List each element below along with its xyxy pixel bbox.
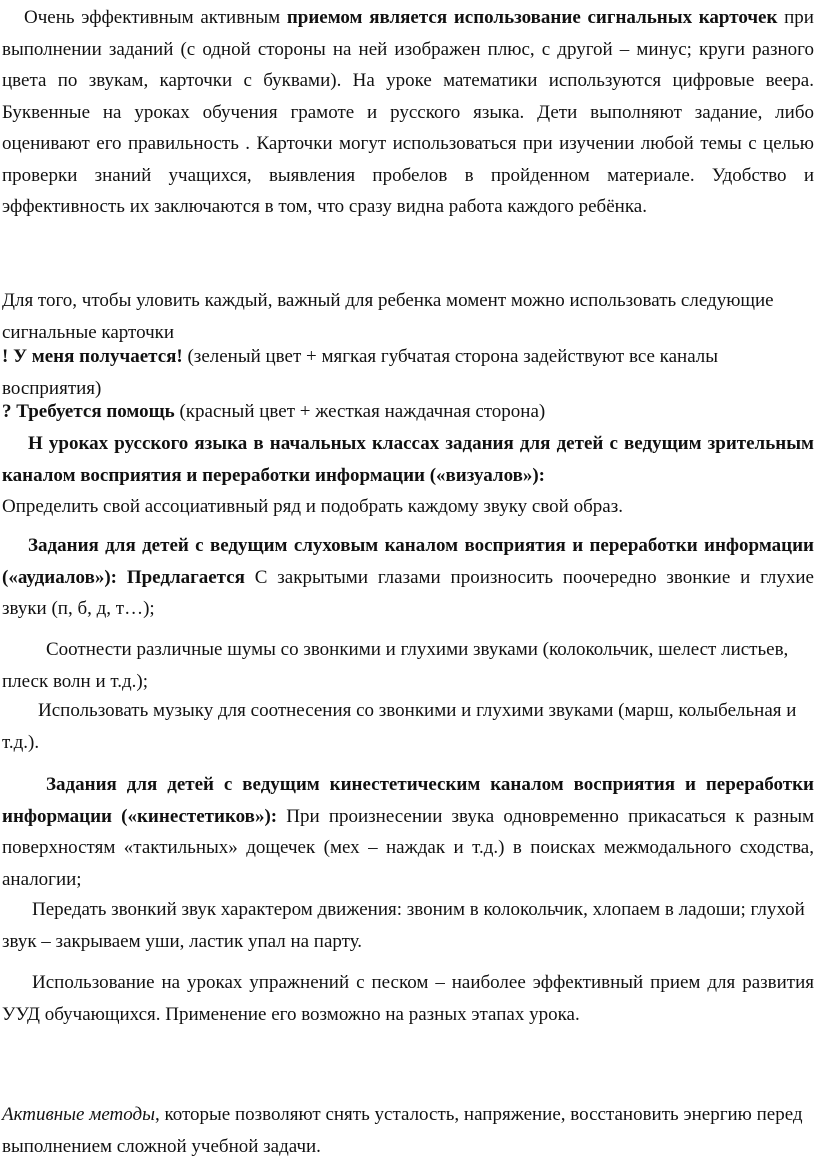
paragraph-noises: Соотнести различные шумы со звонкими и глухими звуками (колокольчик, шелест листьев, плеск волн и т.д.); bbox=[2, 639, 789, 692]
signal-cards-emphasis: приемом является использование сигнальных карточек bbox=[286, 7, 778, 28]
visual-tasks-text: Определить свой ассоциативный ряд и подобрать каждому звуку свой образ. bbox=[2, 496, 623, 517]
paragraph-kinesthetic-tasks bbox=[2, 769, 814, 895]
audial-tasks-heading: Задания для детей с ведущим слуховым каналом восприятия и переработки информации («аудиалов»): Предлагается bbox=[2, 535, 814, 588]
paragraph-movement: Передать звонкий звук характером движения: звоним в колокольчик, хлопаем в ладоши; глухой звук – закрываем уши, ластик упал на парту. bbox=[2, 899, 805, 952]
card-help-description: (красный цвет + жесткая наждачная сторона) bbox=[174, 401, 546, 422]
active-methods-term: Активные методы bbox=[2, 1104, 155, 1125]
paragraph-sand: Использование на уроках упражнений с песком – наиболее эффективный прием для развития УУД обучающихся. Применение его возможно на разных этапах урока. bbox=[2, 972, 814, 1025]
card-success-label: ! У меня получается! bbox=[2, 346, 183, 367]
card-help-label: ? Требуется помощь bbox=[2, 401, 175, 422]
paragraph-visual-tasks bbox=[2, 428, 814, 523]
visual-tasks-heading: Н уроках русского языка в начальных классах задания для детей с ведущим зрительным каналом восприятия и переработки информации («визуалов»): bbox=[2, 433, 814, 486]
paragraph-cards-intro: Для того, чтобы уловить каждый, важный для ребенка момент можно использовать следующие сигнальные карточки bbox=[2, 290, 774, 343]
kinesthetic-tasks-text: При произнесении звука одновременно прикасаться к разным поверхностям «тактильных» дощечек (мех – наждак и т.д.) в поисках межмодального сходства, аналогии; bbox=[2, 805, 814, 890]
card-success-description: (зеленый цвет + мягкая губчатая сторона задействуют все каналы восприятия) bbox=[2, 346, 719, 399]
paragraph-signal-cards-text-1: Очень эффективным активным bbox=[24, 7, 287, 28]
kinesthetic-tasks-heading: Задания для детей с ведущим кинестетическим каналом восприятия и переработки информации («кинестетиков»): bbox=[2, 774, 814, 827]
paragraph-active-methods bbox=[2, 1099, 814, 1162]
paragraph-signal-cards bbox=[2, 2, 814, 223]
paragraph-music: Использовать музыку для соотнесения со звонкими и глухими звуками (марш, колыбельная и т.д.). bbox=[2, 700, 797, 753]
paragraph-audial-tasks bbox=[2, 530, 814, 625]
paragraph-card-success bbox=[2, 341, 814, 404]
paragraph-signal-cards-text-2: при выполнении заданий (с одной стороны на ней изображен плюс, с другой – минус; круги разного цвета по звукам, карточки с буквами). На уроке математики используются цифровые веера. Буквенные на уроках обучения грамоте и русского языка. Дети выполняют задание, либо оценивают его правильность . Карточки могут использоваться при изучении любой темы с целью проверки знаний учащихся, выявления пробелов в пройденном материале. Удобство и эффективность их заключаются в том, что сразу видна работа каждого ребёнка. bbox=[2, 7, 814, 217]
audial-tasks-text: С закрытыми глазами произносить поочередно звонкие и глухие звуки (п, б, д, т…); bbox=[2, 566, 814, 619]
active-methods-text: , которые позволяют снять усталость, напряжение, восстановить энергию перед выполнением сложной учебной задачи. bbox=[2, 1104, 803, 1157]
paragraph-card-help bbox=[2, 396, 814, 428]
